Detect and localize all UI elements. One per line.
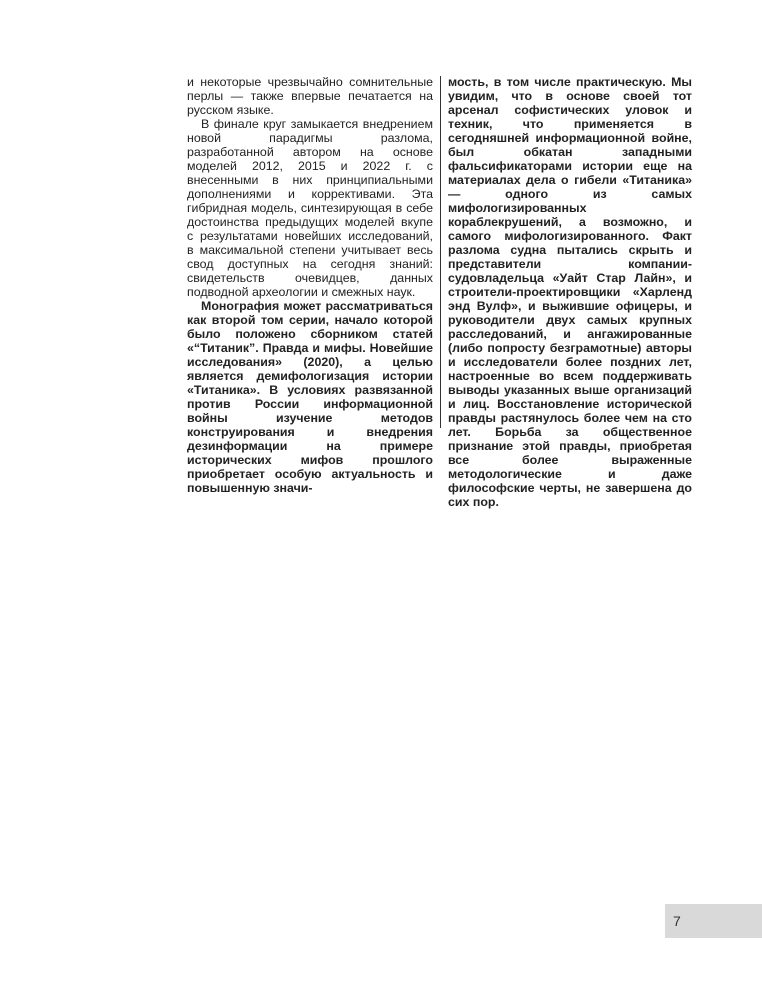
page-number-tab — [665, 904, 762, 938]
paragraph-new-paradigm: В финале круг замыкается внедрением новой парадигмы разлома, разработанной автором на основе моделей 2012, 2015 и 2022 г. с внесенными в них принципиальными дополнениями и коррективами. Эта гибридная модель, синтезирующая в себе достоинства предыдущих моделей вкупе с результатами новейших исследований, в максимальной степени учитывает весь свод доступных на сегодня знаний: свидетельств очевидцев, данных подводной археологии и смежных наук. — [187, 117, 433, 299]
paragraph-monograph: Монография может рассматриваться как второй том серии, начало которой было положено сборником статей «“Титаник”. Правда и мифы. Новейшие исследования» (2020), а целью является демифологизация истории «Титаника». В условиях развязанной против России информационной войны изучение методов конструирования и внедрения дезинформации на примере исторических мифов прошлого приобретает особую актуальность и повышенную значи- — [187, 299, 433, 495]
paragraph-information-war: мость, в том числе практическую. Мы увидим, что в основе своей тот арсенал софистических уловок и техник, что применяется в сегодняшней информационной войне, был обкатан западными фальсификаторами истории еще на материалах дела о гибели «Титаника» — одного из самых мифологизированных кораблекрушений, а возможно, и самого мифологизированного. Факт разлома судна пытались скрыть и представители компании-судовладельца «Уайт Стар Лайн», и строители-проектировщики «Харленд энд Вулф», и выжившие офицеры, и руководители двух самых крупных расследований, и ангажированные (либо попросту безграмотные) авторы и исследователи более поздних лет, настроенные во всем поддерживать выводы указанных выше организаций и лиц. Восстановление исторической правды растянулось более чем на сто лет. Борьба за общественное признание этой правды, приобретая все более выраженные методологические и даже философские черты, не завершена до сих пор. — [448, 75, 692, 509]
page-number: 7 — [673, 913, 681, 929]
left-text-column — [187, 75, 433, 495]
paragraph-continuation: и некоторые чрезвычайно сомнительные перлы — также впервые печатается на русском языке. — [187, 75, 433, 117]
column-divider — [440, 76, 441, 428]
right-text-column — [448, 75, 692, 509]
